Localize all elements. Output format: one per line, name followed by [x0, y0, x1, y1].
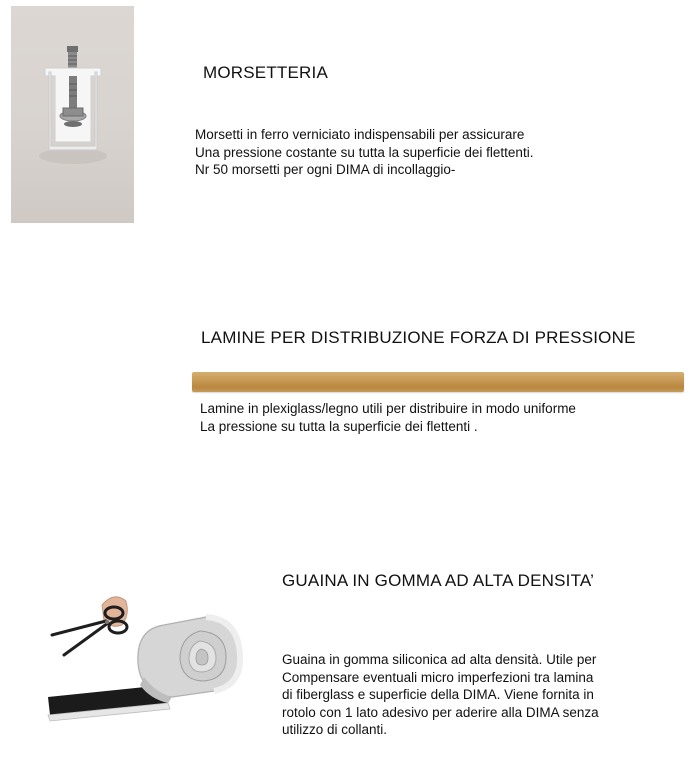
description-line: Una pressione costante su tutta la superficie dei flettenti. [195, 144, 534, 160]
clamp-illustration [11, 6, 134, 223]
description-line: di fiberglass e superficie della DIMA. Viene fornita in [282, 687, 594, 702]
section-description-morsetteria [195, 126, 533, 179]
description-line: utilizzo di collanti. [282, 722, 388, 737]
section-description-lamine [200, 400, 576, 435]
rubber-roll-photo [44, 585, 244, 725]
description-line: Morsetti in ferro verniciato indispensabili per assicurare [195, 127, 525, 142]
description-line: Nr 50 morsetti per ogni DIMA di incollaggio- [195, 162, 456, 177]
description-line: Guaina in gomma siliconica ad alta densità. Utile per [282, 652, 597, 667]
description-line: Compensare eventuali micro imperfezioni tra lamina [282, 669, 594, 685]
scissors-and-roll-illustration [44, 585, 244, 725]
description-line: rotolo con 1 lato adesivo per aderire alla DIMA senza [282, 704, 599, 720]
section-title-guaina: GUAINA IN GOMMA AD ALTA DENSITA’ [282, 571, 595, 590]
section-title-morsetteria: MORSETTERIA [203, 63, 328, 82]
lamina-image [192, 372, 684, 392]
description-line: La pressione su tutta la superficie dei flettenti . [200, 418, 478, 434]
section-title-lamine: LAMINE PER DISTRIBUZIONE FORZA DI PRESSIONE [201, 328, 636, 347]
clamp-photo [11, 6, 134, 223]
description-line: Lamine in plexiglass/legno utili per distribuire in modo uniforme [200, 401, 576, 416]
section-description-guaina [282, 651, 599, 739]
